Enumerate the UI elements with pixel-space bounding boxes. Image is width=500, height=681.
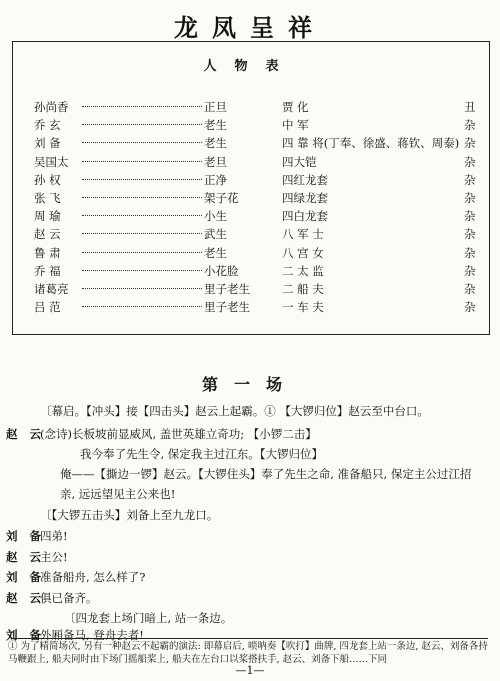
cast-row xyxy=(12,244,488,262)
character-name: 吴国太 xyxy=(34,154,69,169)
character-name: 周 瑜 xyxy=(34,209,61,224)
speaker-name: 刘 备 xyxy=(6,628,46,642)
cast-row xyxy=(12,171,488,189)
dialogue-line: 四弟! xyxy=(40,529,68,543)
leader-dots xyxy=(82,106,202,107)
stage-direction: 〔【大锣五击头】刘备上至九龙口。 xyxy=(40,508,219,522)
character-name: 贾 化 xyxy=(282,100,309,114)
character-role: 杂 xyxy=(464,118,476,133)
leader-dots xyxy=(82,252,202,253)
leader-dots xyxy=(82,179,202,180)
character-role: 杂 xyxy=(464,154,476,169)
character-name: 二 太 监 xyxy=(282,263,324,278)
cast-row xyxy=(12,189,488,207)
cast-row xyxy=(12,298,488,316)
cast-row xyxy=(12,116,488,134)
cast-row xyxy=(12,207,488,225)
stage-direction: 亲, 远远望见主公来也! xyxy=(60,487,176,501)
dialogue-line: 俱已备齐。 xyxy=(40,591,98,605)
character-name: 二 船 夫 xyxy=(282,282,324,296)
footnote-line: ① 为了精简场次, 另有一种赵云不起霸的演法: 即幕启后, 唢呐奏【吹打】曲牌, 四龙套上站一条边, 赵云、刘备各持 xyxy=(8,641,488,652)
cast-row xyxy=(12,280,488,298)
character-name: 乔 福 xyxy=(34,263,61,278)
speaker-name: 刘 备 xyxy=(6,529,46,543)
character-name: 吕 范 xyxy=(34,300,61,315)
cast-row xyxy=(12,98,488,116)
cast-heading: 人物表 xyxy=(203,59,297,74)
character-name: 八 宫 女 xyxy=(282,245,324,260)
character-role: 丑 xyxy=(464,100,476,114)
character-name: 孙尚香 xyxy=(34,100,69,114)
character-name: 乔 玄 xyxy=(34,118,61,133)
stage-direction: 俺——【撕边一锣】赵云。【大锣住头】奉了先生之命, 准备船只, 保定主公过江招 xyxy=(60,467,472,481)
speaker-name: 刘 备 xyxy=(6,570,46,584)
character-role: 武生 xyxy=(204,227,227,242)
character-role: 小生 xyxy=(204,209,227,224)
speaker-name: 赵 云 xyxy=(6,591,46,605)
leader-dots xyxy=(82,197,202,198)
character-role: 杂 xyxy=(464,227,476,242)
character-role: 小花脸 xyxy=(204,263,239,278)
stage-direction: 〔四龙套上场门暗上, 站一条边。 xyxy=(64,611,233,625)
character-name: 中 军 xyxy=(282,118,309,133)
page-number: —1— xyxy=(235,664,265,677)
leader-dots xyxy=(82,270,202,271)
character-name: 一 车 夫 xyxy=(282,300,324,315)
footnote-line: 马鞭跟上, 船夫同时由下场门摇船桨上, 船夫在左台口以桨搭扶手, 赵云、刘备下船……下同 xyxy=(8,654,388,665)
character-name: 孙 权 xyxy=(34,172,61,187)
speaker-name: 赵 云 xyxy=(6,550,46,564)
character-role: 杂 xyxy=(464,282,476,296)
dialogue-line: 主公! xyxy=(40,550,68,564)
dialogue-line: 准备船舟, 怎么样了? xyxy=(40,570,146,584)
cast-row xyxy=(12,225,488,243)
scene-title: 第一场 xyxy=(201,375,298,394)
dialogue-line: (念诗)长板坡前显威风, 盖世英雄立奇功; 【小锣二击】 xyxy=(40,427,317,441)
character-name: 诸葛亮 xyxy=(34,282,69,296)
character-role: 架子花 xyxy=(204,191,239,205)
character-role: 杂 xyxy=(464,300,476,315)
cast-row xyxy=(12,262,488,280)
footnote-divider xyxy=(12,638,488,639)
character-name: 四大铠 xyxy=(282,154,317,169)
dialogue-line: 外厢备马, 登舟去者! xyxy=(40,628,144,642)
character-name: 四白龙套 xyxy=(282,209,328,224)
character-role: 杂 xyxy=(464,245,476,260)
character-name: 四绿龙套 xyxy=(282,191,328,205)
character-role: 老生 xyxy=(204,118,227,133)
character-role: 正旦 xyxy=(204,100,227,114)
character-name: 张 飞 xyxy=(34,191,61,205)
character-role: 老生 xyxy=(204,136,227,151)
character-name: 四 靠 将(丁奉、徐盛、蒋钦、周泰) xyxy=(282,136,460,151)
character-role: 里子老生 xyxy=(204,282,250,296)
leader-dots xyxy=(82,233,202,234)
character-role: 杂 xyxy=(464,191,476,205)
character-name: 鲁 肃 xyxy=(34,245,61,260)
character-role: 正净 xyxy=(204,172,227,187)
character-role: 杂 xyxy=(464,172,476,187)
stage-direction: 我今奉了先生令, 保定我主过江东。【大锣归位】 xyxy=(80,447,324,461)
leader-dots xyxy=(82,124,202,125)
leader-dots xyxy=(82,306,202,307)
cast-row xyxy=(12,153,488,171)
leader-dots xyxy=(82,215,202,216)
character-role: 杂 xyxy=(464,209,476,224)
character-role: 老旦 xyxy=(204,154,227,169)
character-role: 杂 xyxy=(464,263,476,278)
character-name: 赵 云 xyxy=(34,227,61,242)
leader-dots xyxy=(82,288,202,289)
speaker-name: 赵 云 xyxy=(6,427,46,441)
leader-dots xyxy=(82,161,202,162)
character-role: 杂 xyxy=(464,136,476,151)
character-name: 刘 备 xyxy=(34,136,61,151)
character-role: 老生 xyxy=(204,245,227,260)
page-title: 龙凤呈祥 xyxy=(174,13,326,42)
character-role: 里子老生 xyxy=(204,300,250,315)
cast-row xyxy=(12,134,488,152)
leader-dots xyxy=(82,142,202,143)
character-name: 八 军 士 xyxy=(282,227,324,242)
character-name: 四红龙套 xyxy=(282,172,328,187)
stage-direction: 〔幕启。【冲头】接【四击头】赵云上起霸。① 【大锣归位】赵云至中台口。 xyxy=(40,404,429,418)
